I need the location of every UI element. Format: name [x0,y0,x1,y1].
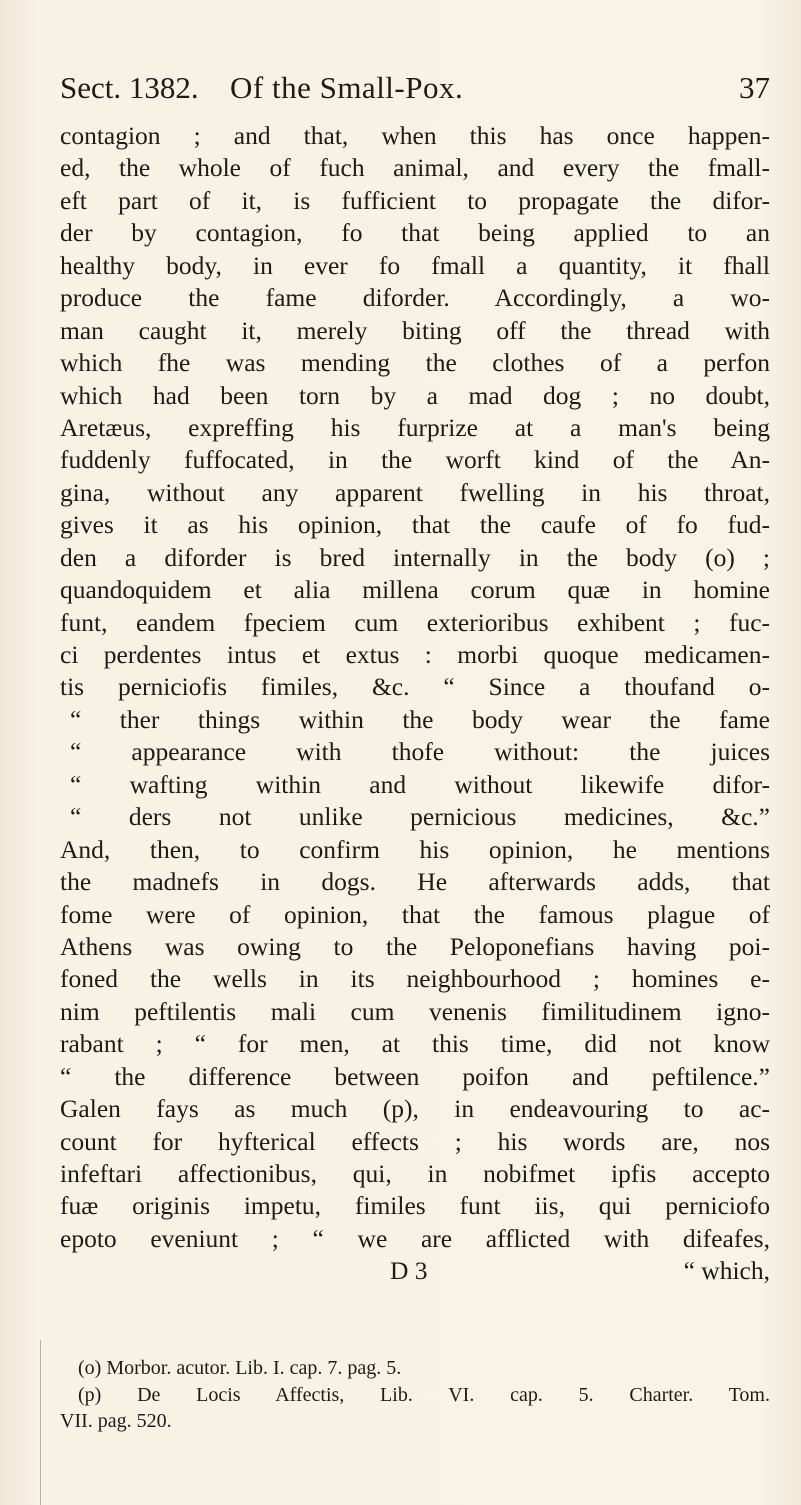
text-line: den a diforder is bred internally in the body (o) ; [60,542,770,572]
text-line: tis perniciofis fimiles, &c. “ Since a thoufand o- [60,672,770,702]
running-title: Of the Small-Pox. [230,70,464,105]
text-line: man caught it, merely biting off the thread with [60,315,770,345]
text-line: healthy body, in ever fo fmall a quantity, it fhall [60,250,770,280]
text-line: which fhe was mending the clothes of a perfon [60,348,770,378]
text-line: And, then, to confirm his opinion, he mentions [60,834,770,864]
text-line: gives it as his opinion, that the caufe of fo fud- [60,510,770,540]
text-line: epoto eveniunt ; “ we are afflicted with difeafes, [60,1223,770,1253]
text-line: infeftari affectionibus, qui, in nobifmet ipfis accepto [60,1159,770,1188]
text-line: eft part of it, is fufficient to propagate the difor- [60,185,770,215]
text-line: nim peftilentis mali cum venenis fimilitudinem igno- [60,996,770,1026]
text-line: ed, the whole of fuch animal, and every the fmall- [60,153,770,183]
text-line: fuæ originis impetu, fimiles funt iis, qui perniciofo [60,1191,770,1221]
footnote: VII. pag. 520. [60,1410,172,1432]
text-line: funt, eandem fpeciem cum exterioribus exhibent ; fuc- [60,607,770,637]
text-line: “ the difference between poifon and peftilence.” [60,1061,770,1091]
signature-line [60,1255,770,1287]
text-line: “ wafting within and without likewife difor- [70,769,770,799]
catchword: “ which, [683,1256,770,1286]
text-line: Athens was owing to the Peloponefians having poi- [60,931,770,961]
footnotes [60,1355,770,1435]
text-line: Aretæus, expreffing his furprize at a man's being [60,412,770,442]
text-line: “ ders not unlike pernicious medicines, &c.” [70,802,770,832]
running-header [60,70,770,120]
margin-rule [40,1340,41,1505]
text-line: ci perdentes intus et extus : morbi quoque medicamen- [60,640,770,669]
text-line: the madnefs in dogs. He afterwards adds, that [60,867,770,897]
text-line: fome were of opinion, that the famous plague of [60,899,770,929]
text-line: Galen fays as much (p), in endeavouring to ac- [60,1094,770,1124]
section-number: Sect. 1382. [60,70,199,105]
text-line: count for hyfterical effects ; his words are, nos [60,1126,770,1156]
footnote: (p) De Locis Affectis, Lib. VI. cap. 5. Charter. Tom. [78,1383,770,1406]
text-line: “ ther things within the body wear the fame [70,704,770,734]
text-line: “ appearance with thofe without: the juices [70,737,770,767]
text-line: foned the wells in its neighbourhood ; homines e- [60,964,770,994]
text-line: fuddenly fuffocated, in the worft kind of the An- [60,445,770,475]
text-line: which had been torn by a mad dog ; no doubt, [60,380,770,410]
signature-mark: D 3 [390,1256,428,1286]
body-text [60,120,770,1288]
text-line: rabant ; “ for men, at this time, did not know [60,1029,770,1059]
page-number: 37 [739,70,770,105]
text-line: quandoquidem et alia millena corum quæ in homine [60,575,770,605]
footnote: (o) Morbor. acutor. Lib. I. cap. 7. pag. 5. [78,1357,402,1379]
text-line: contagion ; and that, when this has once happen- [60,121,770,150]
text-line: produce the fame diforder. Accordingly, a wo- [60,283,770,313]
text-line: gina, without any apparent fwelling in his throat, [60,477,770,507]
text-line: der by contagion, fo that being applied to an [60,218,770,248]
